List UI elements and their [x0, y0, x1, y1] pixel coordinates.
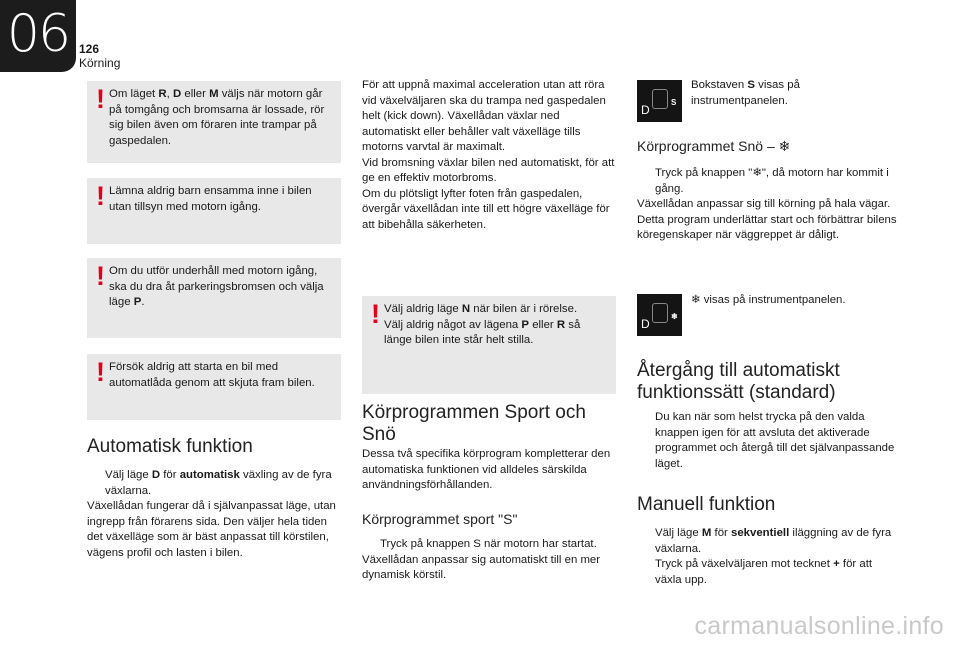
bullet-arrow-icon [637, 166, 655, 197]
bullet-arrow-icon [87, 468, 105, 499]
section-heading: Automatisk funktion [87, 436, 253, 457]
warning-text: Välj aldrig läge N när bilen är i rörelse. Välj aldrig något av lägena P eller R så länge bilen inte står helt stilla. [384, 303, 581, 346]
instruction-block [637, 166, 897, 244]
instruction-block [637, 410, 897, 472]
instruction-block [637, 526, 897, 588]
chapter-tab [0, 0, 76, 72]
warning-box [87, 354, 341, 420]
sport-mode-indicator: S [671, 98, 677, 107]
warning-text: Försök aldrig att starta en bil med automatlåda genom att skjuta fram bilen. [109, 361, 315, 389]
body-text: Växellådan anpassar sig automatiskt till en mer dynamisk körstil. [362, 553, 601, 581]
instruction-block [87, 468, 345, 561]
bullet-item: Tryck på växelväljaren mot tecknet + för att växla upp. [637, 557, 897, 588]
subsection-heading: Körprogrammet Snö – ❄ [637, 138, 791, 154]
section-title: Körning [79, 56, 121, 70]
acceleration-text: För att uppnå maximal acceleration utan att röra vid växelväljaren ska du trampa ned gaspedalen helt (kick down). Växellådan växlar ned automatiskt eller behåller valt växelläge tills motorns varvtal är maximalt. Vid bromsning växlar bilen ned automatiskt, för att ge en effektiv motorbroms. Om du plötsligt lyfter foten från gaspedalen, övergår växellådan inte till ett högre växelläge för att bibehålla säkerheten. [362, 79, 615, 231]
section-heading: Manuell funktion [637, 494, 776, 515]
instrument-display-snow [637, 294, 682, 336]
section-heading: Körprogrammen Sport och Snö [362, 402, 586, 445]
body-text: Dessa två specifika körprogram kompletterar den automatiska funktionen vid alldeles särskilda användningsförhållanden. [362, 448, 611, 491]
body-text: Växellådan anpassar sig till körning på hala vägar. [637, 198, 891, 210]
watermark: carmanualsonline.info [694, 612, 944, 640]
chapter-number: 06 [6, 4, 70, 64]
bullet-arrow-icon [637, 526, 655, 557]
display-caption: ❄ visas på instrumentpanelen. [691, 294, 846, 306]
bullet-item: Tryck på knappen "❄", då motorn har kommit i gång. [637, 166, 897, 197]
gear-letter: D [641, 103, 650, 117]
warning-box [87, 258, 341, 338]
warning-icon: ! [371, 299, 380, 329]
warning-icon: ! [96, 261, 105, 291]
display-caption: Bokstaven S visas på instrumentpanelen. [691, 79, 800, 107]
instruction-block [362, 537, 620, 584]
snowflake-icon: ❄ [671, 312, 678, 321]
warning-box [362, 296, 616, 394]
page-number: 126 [79, 42, 100, 56]
warning-icon: ! [96, 181, 105, 211]
bullet-arrow-icon [637, 557, 655, 588]
subsection-heading: Körprogrammet sport "S" [362, 511, 518, 527]
warning-box [87, 81, 341, 163]
instrument-display-sport [637, 80, 682, 122]
warning-icon: ! [96, 357, 105, 387]
body-text: Växellådan fungerar då i självanpassat läge, utan ingrepp från förarens sida. Den väljer hela tiden det växelläge som är bäst anpassat till körstilen, vägens profil och lasten i bilen. [87, 500, 336, 559]
gear-indicator-icon [652, 89, 668, 109]
gear-indicator-icon [652, 303, 668, 323]
bullet-item: Du kan när som helst trycka på den valda knappen igen för att avsluta det aktiverade programmet och återgå till det självanpassande läget. [637, 410, 897, 472]
warning-icon: ! [96, 84, 105, 114]
bullet-arrow-icon [362, 537, 380, 553]
bullet-item: Välj läge D för automatisk växling av de fyra växlarna. [87, 468, 345, 499]
bullet-arrow-icon [637, 410, 655, 472]
warning-text: Om läget R, D eller M väljs när motorn går på tomgång och bromsarna är lossade, rör sig bilen även om föraren inte trampar på gaspedalen. [109, 88, 325, 147]
bullet-item: Tryck på knappen S när motorn har startat. [362, 537, 620, 553]
section-heading: Återgång till automatiskt funktionssätt (standard) [637, 360, 840, 403]
warning-text: Om du utför underhåll med motorn igång, ska du dra åt parkeringsbromsen och välja läge P. [109, 265, 324, 308]
gear-letter: D [641, 317, 650, 331]
warning-box [87, 178, 341, 244]
bullet-item: Välj läge M för sekventiell iläggning av de fyra växlarna. [637, 526, 897, 557]
warning-text: Lämna aldrig barn ensamma inne i bilen utan tillsyn med motorn igång. [109, 185, 312, 213]
body-text: Detta program underlättar start och förbättrar bilens köregenskaper när väggreppet är dåligt. [637, 213, 897, 241]
